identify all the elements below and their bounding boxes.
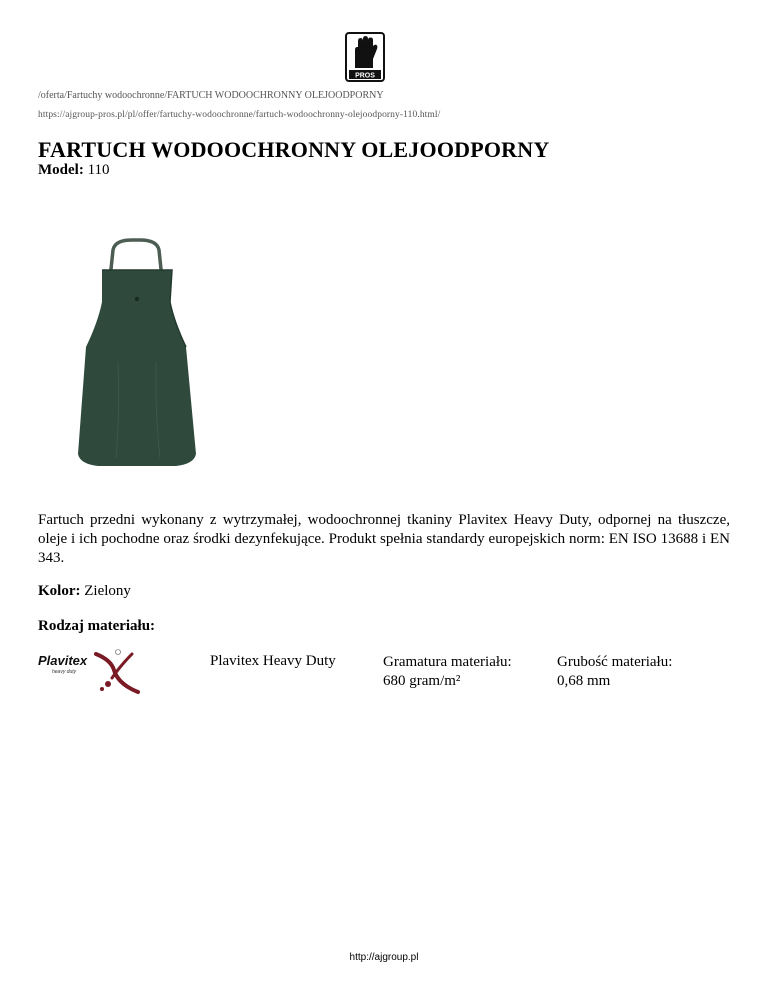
pros-logo	[345, 32, 385, 82]
footer-link[interactable]: http://ajgroup.pl	[349, 952, 419, 963]
material-weight-label: Gramatura materiału:	[383, 654, 512, 670]
page-title: FARTUCH WODOOCHRONNY OLEJOODPORNY	[38, 137, 550, 162]
svg-text:heavy duty: heavy duty	[52, 669, 77, 675]
svg-text:Plavitex: Plavitex	[38, 653, 88, 668]
apron-product-image	[36, 222, 236, 497]
material-weight	[383, 653, 512, 691]
model-value: 110	[87, 162, 110, 178]
apron-buckle	[135, 297, 139, 301]
plavitex-logo	[36, 648, 146, 696]
material-weight-value: 680 gram/m²	[383, 673, 461, 689]
model-line	[38, 162, 110, 179]
color-label: Kolor:	[38, 583, 81, 599]
page-url[interactable]: https://ajgroup-pros.pl/pl/offer/fartuchy-wodoochronne/fartuch-wodoochronny-olejoodporny-110.html/	[38, 110, 441, 120]
breadcrumb[interactable]: /oferta/Fartuchy wodoochronne/FARTUCH WODOOCHRONNY OLEJOODPORNY	[38, 90, 384, 101]
model-label: Model:	[38, 162, 84, 178]
color-value: Zielony	[84, 583, 131, 599]
material-thickness-label: Grubość materiału:	[557, 654, 673, 670]
material-name: Plavitex Heavy Duty	[210, 653, 336, 669]
product-description: Fartuch przedni wykonany z wytrzymałej, wodoochronnej tkaniny Plavitex Heavy Duty, odpornej na tłuszcze, oleje i ich pochodne oraz środki dezynfekujące. Produkt spełnia standardy europejskich norm: EN ISO 13688 i EN 343.	[38, 512, 730, 566]
material-thickness-value: 0,68 mm	[557, 673, 611, 689]
svg-text:PROS: PROS	[355, 72, 375, 80]
material-heading: Rodzaj materiału:	[38, 618, 156, 634]
color-line	[38, 583, 131, 600]
material-thickness	[557, 653, 672, 691]
